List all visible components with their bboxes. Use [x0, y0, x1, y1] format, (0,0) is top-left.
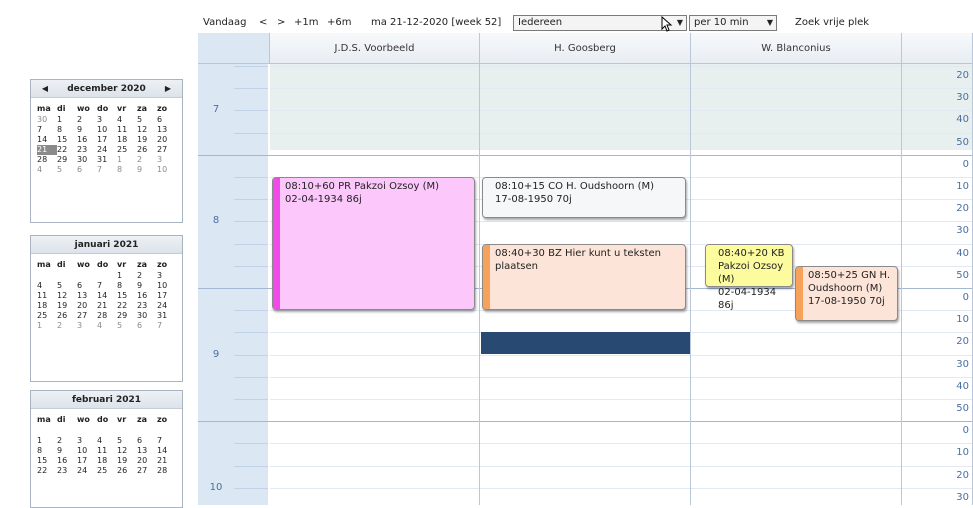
resource-column-header[interactable]: J.D.S. Voorbeeld	[270, 33, 480, 64]
day-cell[interactable]: 15	[37, 456, 48, 465]
appointment-text: 17-08-1950 70j	[495, 194, 572, 205]
plus-6-months-button[interactable]: +6m	[327, 17, 352, 28]
resource-filter-value: Iedereen	[518, 17, 563, 28]
day-cell[interactable]: 23	[77, 145, 88, 154]
day-cell[interactable]: 1	[57, 115, 63, 124]
day-cell[interactable]: 11	[37, 291, 48, 300]
day-cell[interactable]: 7	[157, 321, 163, 330]
find-free-slot-button[interactable]: Zoek vrije plek	[795, 17, 870, 28]
day-cell[interactable]: 9	[137, 281, 143, 290]
day-cell	[77, 271, 97, 281]
day-cell[interactable]: 5	[57, 165, 63, 174]
minute-label: 30	[956, 358, 969, 370]
day-cell[interactable]: 15	[117, 291, 128, 300]
day-cell[interactable]: 19	[57, 301, 68, 310]
day-cell[interactable]: 11	[97, 446, 108, 455]
day-cell[interactable]: 9	[137, 165, 143, 174]
gutter-slot-divider	[234, 66, 268, 67]
day-cell[interactable]: 26	[117, 466, 128, 475]
gutter-slot-divider	[234, 221, 268, 222]
appointment[interactable]	[272, 177, 475, 310]
day-cell[interactable]: 3	[157, 271, 163, 280]
day-cell[interactable]: 15	[57, 135, 68, 144]
hour-label: 8	[212, 215, 220, 227]
weekday-label: wo	[77, 103, 90, 113]
day-cell[interactable]: 26	[57, 311, 68, 320]
day-cell[interactable]: 24	[97, 145, 108, 154]
weekday-label: di	[57, 259, 66, 269]
weekday-label: zo	[157, 414, 168, 424]
minute-label: 0	[962, 292, 969, 303]
minute-label: 20	[956, 70, 969, 81]
day-cell[interactable]: 2	[77, 115, 83, 124]
day-cell[interactable]: 2	[137, 155, 143, 164]
day-cell[interactable]: 22	[37, 466, 48, 475]
day-cell[interactable]: 5	[137, 115, 143, 124]
day-cell[interactable]: 7	[157, 436, 163, 445]
day-cell[interactable]: 18	[97, 456, 108, 465]
day-cell[interactable]: 1	[117, 271, 123, 280]
gutter-slot-divider	[234, 199, 268, 200]
day-cell[interactable]: 1	[117, 155, 123, 164]
day-cell[interactable]: 2	[57, 436, 63, 445]
day-cell[interactable]: 24	[157, 301, 168, 310]
day-cell[interactable]: 31	[157, 311, 168, 320]
day-cell[interactable]: 9	[57, 446, 63, 455]
day-cell[interactable]: 8	[117, 165, 123, 174]
weekday-label: di	[57, 103, 66, 113]
appointment-text: 08:10+60 PR Pakzoi Ozsoy (M)	[285, 181, 440, 192]
gutter-slot-divider	[234, 443, 268, 444]
day-cell[interactable]: 24	[77, 466, 88, 475]
mini-calendar-header	[31, 236, 182, 254]
gutter-slot-divider	[234, 310, 268, 311]
mini-calendar-header	[31, 80, 182, 98]
weekday-label: ma	[37, 414, 51, 424]
day-cell[interactable]: 17	[97, 135, 108, 144]
minute-label: 0	[962, 158, 969, 170]
day-cell[interactable]: 2	[137, 271, 143, 280]
mini-calendar-title: december 2020	[67, 84, 146, 94]
gutter-slot-divider	[234, 133, 268, 134]
day-cell[interactable]: 18	[37, 301, 48, 310]
day-cell[interactable]: 10	[97, 125, 108, 134]
resource-column[interactable]	[902, 64, 973, 505]
day-cell[interactable]: 8	[117, 281, 123, 290]
day-cell[interactable]: 16	[57, 456, 68, 465]
appointment-text: 02-04-1934 86j	[718, 286, 777, 311]
day-cell[interactable]: 11	[117, 125, 128, 134]
day-cell[interactable]: 29	[117, 311, 128, 320]
day-cell[interactable]: 7	[97, 281, 103, 290]
day-cell[interactable]: 3	[97, 115, 103, 124]
day-cell[interactable]: 4	[37, 281, 43, 290]
day-cell[interactable]: 6	[157, 115, 163, 124]
day-cell[interactable]: 1	[37, 436, 43, 445]
day-cell[interactable]: 28	[37, 155, 48, 164]
mini-calendar	[30, 235, 183, 382]
minute-label: 50	[956, 269, 969, 281]
day-cell[interactable]: 1	[37, 321, 43, 330]
weekday-label: ma	[37, 103, 51, 113]
gutter-slot-divider	[234, 466, 268, 467]
day-cell[interactable]: 10	[157, 165, 168, 174]
minute-label: 0	[962, 425, 969, 437]
day-cell	[37, 426, 57, 436]
gutter-slot-divider	[234, 377, 268, 378]
day-cell	[77, 426, 97, 436]
appointment-type-bar	[483, 178, 490, 217]
day-cell[interactable]: 26	[137, 145, 148, 154]
appointment-type-bar	[706, 245, 713, 286]
appointment-text: 08:40+30 BZ Hier kunt u teksten	[495, 247, 661, 259]
minute-label: 20	[956, 336, 969, 348]
appointment-text: 08:40+20 KB	[718, 247, 785, 259]
weekday-label: za	[137, 414, 148, 424]
day-cell[interactable]: 13	[157, 125, 168, 134]
minute-label: 30	[956, 491, 969, 503]
day-cell[interactable]: 18	[117, 135, 128, 144]
appointment-text: 08:50+25 GN H.	[808, 269, 891, 281]
weekday-label: zo	[157, 259, 168, 269]
mini-calendar-title: februari 2021	[71, 395, 142, 405]
mini-calendar-header	[31, 391, 182, 409]
gutter-slot-divider	[234, 88, 268, 89]
appointment-text: 08:10+15 CO H. Oudshoorn (M)	[495, 181, 655, 192]
minute-label: 10	[956, 181, 969, 192]
weekday-label: do	[97, 414, 109, 424]
minute-label: 50	[956, 136, 969, 148]
day-cell[interactable]: 4	[97, 436, 103, 445]
resource-column-header-empty	[902, 33, 973, 64]
day-cell[interactable]: 14	[157, 446, 168, 455]
gutter-column-header	[198, 33, 270, 64]
day-cell[interactable]: 30	[77, 155, 88, 164]
minute-label: 50	[956, 403, 969, 414]
minute-label: 40	[956, 114, 969, 126]
day-cell[interactable]: 12	[117, 446, 128, 455]
day-cell[interactable]: 23	[57, 466, 68, 475]
current-date-label[interactable]: ma 21-12-2020 [week 52]	[371, 17, 502, 28]
interval-value: per 10 min	[694, 17, 749, 28]
gutter-slot-divider	[234, 488, 268, 489]
resource-column-header[interactable]: H. Goosberg	[480, 33, 691, 64]
day-cell[interactable]: 7	[37, 125, 43, 134]
mini-calendar-grid	[37, 101, 177, 175]
day-cell[interactable]: 16	[137, 291, 148, 300]
weekday-label: ma	[37, 259, 51, 269]
day-cell[interactable]: 25	[37, 311, 48, 320]
minute-label: 40	[956, 247, 969, 259]
minute-label: 30	[956, 92, 969, 104]
day-cell	[137, 426, 157, 436]
day-cell[interactable]: 23	[137, 301, 148, 310]
appointment-type-bar	[483, 245, 490, 310]
day-cell[interactable]: 27	[77, 311, 88, 320]
mini-calendar-title: januari 2021	[74, 240, 139, 250]
toolbar	[198, 13, 973, 33]
gutter-slot-divider	[234, 110, 268, 111]
day-cell	[57, 426, 77, 436]
mini-calendar	[30, 390, 183, 508]
prev-month-icon[interactable]: ◀	[41, 84, 49, 93]
weekday-label: do	[97, 103, 109, 113]
day-cell[interactable]: 22	[117, 301, 128, 310]
gutter-slot-divider	[234, 399, 268, 400]
appointment-text: Oudshoorn (M)	[808, 282, 883, 294]
day-cell[interactable]: 8	[37, 446, 43, 455]
gutter-slot-divider	[234, 244, 268, 245]
day-cell[interactable]: 27	[157, 145, 168, 154]
day-cell[interactable]: 3	[157, 155, 163, 164]
weekday-label: zo	[157, 103, 168, 113]
day-cell[interactable]: 6	[77, 165, 83, 174]
day-cell[interactable]: 21	[157, 456, 168, 465]
day-cell[interactable]: 14	[37, 135, 48, 144]
gutter-slot-divider	[234, 177, 268, 178]
day-cell[interactable]: 5	[117, 436, 123, 445]
day-cell[interactable]: 27	[137, 466, 148, 475]
day-cell	[97, 271, 117, 281]
day-cell[interactable]: 17	[157, 291, 168, 300]
day-cell[interactable]: 20	[77, 301, 88, 310]
day-cell[interactable]: 25	[97, 466, 108, 475]
day-cell[interactable]: 21	[37, 145, 57, 155]
weekday-label: di	[57, 414, 66, 424]
resource-column-header[interactable]: W. Blanconius	[691, 33, 902, 64]
day-cell[interactable]: 30	[37, 115, 48, 124]
chevron-down-icon: ▼	[676, 18, 683, 27]
day-cell[interactable]: 31	[97, 155, 108, 164]
minute-label: 10	[956, 447, 969, 459]
blocked-slot[interactable]	[481, 332, 690, 353]
appointment-type-bar	[796, 267, 803, 321]
day-cell[interactable]: 16	[77, 135, 88, 144]
weekday-label: vr	[117, 414, 127, 424]
day-cell[interactable]: 10	[77, 446, 88, 455]
today-button[interactable]: Vandaag	[203, 17, 247, 28]
day-cell[interactable]: 2	[57, 321, 63, 330]
appointment-text: 17-08-1950 70j	[808, 295, 885, 307]
hour-label: 10	[209, 481, 223, 493]
gutter-slot-divider	[234, 355, 268, 356]
day-cell[interactable]: 14	[97, 291, 108, 300]
day-cell[interactable]: 19	[117, 456, 128, 465]
weekday-label: wo	[77, 414, 90, 424]
appointment[interactable]	[482, 177, 686, 218]
day-cell[interactable]: 6	[137, 321, 143, 330]
day-cell[interactable]: 4	[37, 165, 43, 174]
day-cell[interactable]: 8	[57, 125, 63, 134]
weekday-label: za	[137, 103, 148, 113]
gutter-slot-divider	[234, 266, 268, 267]
appointment[interactable]	[705, 244, 793, 311]
day-cell[interactable]: 3	[77, 436, 83, 445]
day-cell	[57, 271, 77, 281]
appointment-text: Pakzoi Ozsoy (M)	[718, 260, 784, 285]
day-cell[interactable]: 5	[57, 281, 63, 290]
weekday-label: za	[137, 259, 148, 269]
day-cell[interactable]: 29	[57, 155, 68, 164]
day-cell[interactable]: 20	[157, 135, 168, 144]
day-cell[interactable]: 25	[117, 145, 128, 154]
minute-label: 20	[956, 203, 969, 215]
day-cell[interactable]: 30	[137, 311, 148, 320]
day-cell[interactable]: 12	[137, 125, 148, 134]
weekday-label: vr	[117, 259, 127, 269]
minute-label: 20	[956, 469, 969, 481]
weekday-label: do	[97, 259, 109, 269]
minute-label: 30	[956, 225, 969, 237]
mouse-pointer-icon	[661, 16, 673, 32]
appointment[interactable]	[795, 266, 898, 322]
day-cell	[157, 426, 177, 436]
day-cell	[37, 271, 57, 281]
day-cell[interactable]: 10	[157, 281, 168, 290]
next-button[interactable]: >	[277, 17, 286, 28]
day-cell[interactable]: 6	[137, 436, 143, 445]
hour-label: 7	[212, 104, 220, 116]
mini-calendar	[30, 79, 183, 223]
hour-label: 9	[212, 348, 220, 360]
plus-1-month-button[interactable]: +1m	[294, 17, 319, 28]
day-cell[interactable]: 12	[57, 291, 68, 300]
mini-calendar-grid	[37, 257, 177, 331]
weekday-label: vr	[117, 103, 127, 113]
day-cell[interactable]: 4	[117, 115, 123, 124]
day-cell[interactable]: 9	[77, 125, 83, 134]
mini-calendar-grid	[37, 412, 177, 476]
next-month-icon[interactable]: ▶	[164, 84, 172, 93]
day-cell[interactable]: 6	[77, 281, 83, 290]
day-cell[interactable]: 19	[137, 135, 148, 144]
minute-label: 10	[956, 314, 969, 326]
day-cell[interactable]: 17	[77, 456, 88, 465]
prev-button[interactable]: <	[259, 17, 268, 28]
chevron-down-icon: ▼	[766, 18, 773, 27]
day-cell[interactable]: 20	[137, 456, 148, 465]
day-cell	[117, 426, 137, 436]
day-cell[interactable]: 13	[77, 291, 88, 300]
weekday-label: wo	[77, 259, 90, 269]
day-cell[interactable]: 28	[157, 466, 168, 475]
day-cell[interactable]: 3	[77, 321, 83, 330]
day-cell	[97, 426, 117, 436]
minute-label: 40	[956, 380, 969, 392]
interval-select[interactable]	[689, 15, 777, 31]
day-cell[interactable]: 7	[97, 165, 103, 174]
day-cell[interactable]: 21	[97, 301, 108, 310]
day-scheduler	[198, 33, 973, 505]
appointment-type-bar	[273, 178, 280, 309]
gutter-slot-divider	[234, 332, 268, 333]
day-cell[interactable]: 5	[117, 321, 123, 330]
day-cell[interactable]: 13	[137, 446, 148, 455]
day-cell[interactable]: 22	[57, 145, 68, 154]
appointment-text: plaatsen	[495, 260, 539, 272]
day-cell[interactable]: 4	[97, 321, 103, 330]
appointment-text: 02-04-1934 86j	[285, 194, 362, 205]
appointment[interactable]	[482, 244, 686, 311]
day-cell[interactable]: 28	[97, 311, 108, 320]
